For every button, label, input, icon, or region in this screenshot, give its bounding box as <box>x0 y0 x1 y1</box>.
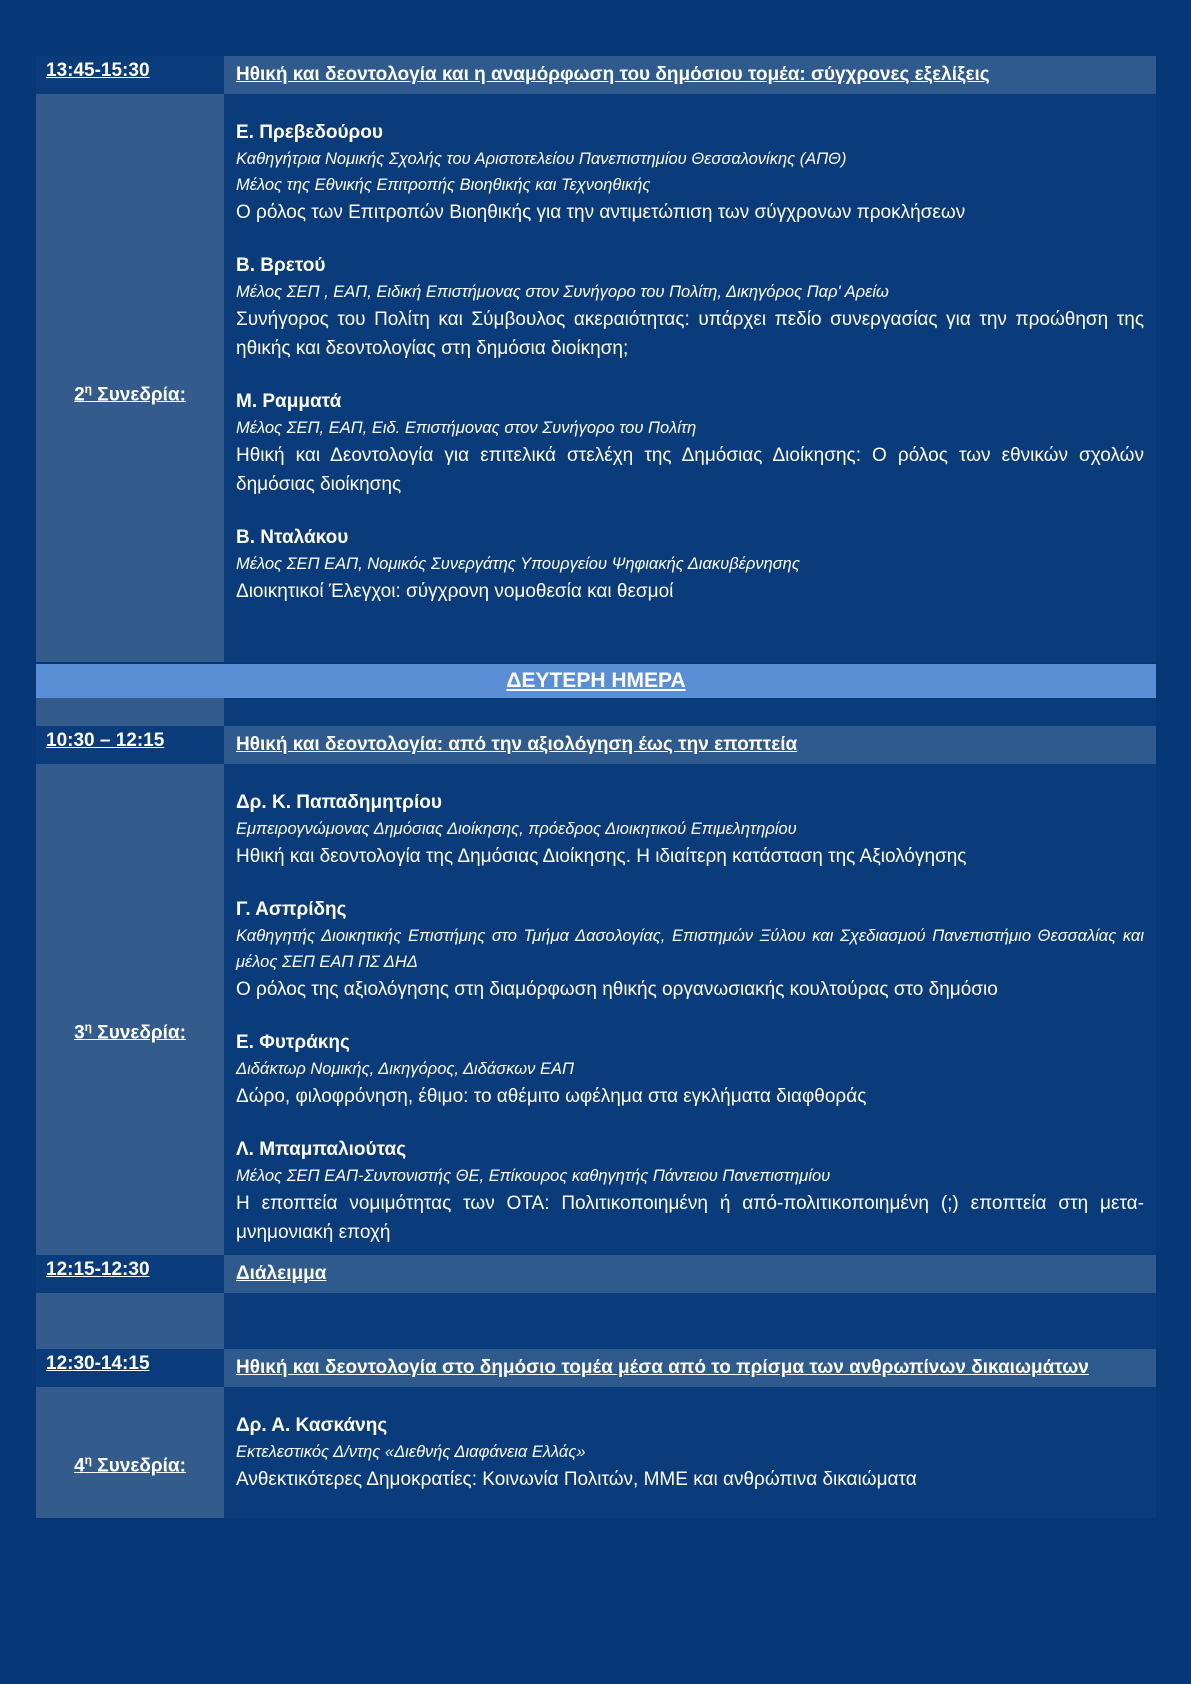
session-title: Ηθική και δεοντολογία στο δημόσιο τομέα μέσα από το πρίσμα των ανθρωπίνων δικαιωμάτων <box>236 1357 1089 1378</box>
day-banner: ΔΕΥΤΕΡΗ ΗΜΕΡΑ <box>36 664 1156 698</box>
break-row <box>36 1255 1156 1293</box>
speaker-name: Ε. Φυτράκης <box>236 1032 350 1053</box>
speaker <box>236 1413 1144 1494</box>
session-label: $3^\eta$ Συνεδρία: <box>74 1020 186 1044</box>
speaker-talk: Συνήγορος του Πολίτη και Σύμβουλος ακεραιότητας: υπάρχει πεδίο συνεργασίας για την προώθηση της ηθικής και δεοντολογίας στη δημόσια διοίκηση; <box>236 309 1144 359</box>
speaker-talk: Ανθεκτικότερες Δημοκρατίες: Κοινωνία Πολιτών, ΜΜΕ και ανθρώπινα δικαιώματα <box>236 1469 917 1490</box>
session-title: Ηθική και δεοντολογία: από την αξιολόγηση έως την εποπτεία <box>236 734 798 755</box>
speaker <box>236 1030 1144 1111</box>
speaker <box>236 897 1144 1004</box>
speaker <box>236 253 1144 363</box>
session-4-body <box>36 1387 1156 1518</box>
programme-page <box>36 56 1156 1518</box>
session-time: 13:45-15:30 <box>46 60 150 81</box>
break-title: Διάλειμμα <box>236 1263 327 1284</box>
speaker <box>236 389 1144 499</box>
speaker-talk: Η εποπτεία νομιμότητας των ΟΤΑ: Πολιτικοποιημένη ή από-πολιτικοποιημένη (;) εποπτεία στη μετα-μνημονιακή εποχή <box>236 1193 1144 1243</box>
speaker-name: Β. Νταλάκου <box>236 527 349 548</box>
session-time: 10:30 – 12:15 <box>46 730 165 751</box>
speaker-role: Εμπειρογνώμονας Δημόσιας Διοίκησης, πρόεδρος Διοικητικού Επιμελητηρίου <box>236 820 797 838</box>
speaker-role: Μέλος ΣΕΠ ΕΑΠ, Νομικός Συνεργάτης Υπουργείου Ψηφιακής Διακυβέρνησης <box>236 555 800 573</box>
speaker-talk: Ηθική και Δεοντολογία για επιτελικά στελέχη της Δημόσιας Διοίκησης: Ο ρόλος των εθνικών σχολών δημόσιας διοίκησης <box>236 445 1144 495</box>
session-3-body <box>36 764 1156 1255</box>
speaker-talk: Ηθική και δεοντολογία της Δημόσιας Διοίκησης. Η ιδιαίτερη κατάσταση της Αξιολόγησης <box>236 846 967 867</box>
speaker-role: Διδάκτωρ Νομικής, Δικηγόρος, Διδάσκων ΕΑΠ <box>236 1060 574 1078</box>
speaker-name: Ε. Πρεβεδούρου <box>236 122 383 143</box>
session-4-header <box>36 1349 1156 1387</box>
speaker-name: Δρ. Κ. Παπαδημητρίου <box>236 792 442 813</box>
speaker-talk: Διοικητικοί Έλεγχοι: σύγχρονη νομοθεσία και θεσμοί <box>236 581 674 602</box>
session-title: Ηθική και δεοντολογία και η αναμόρφωση του δημόσιου τομέα: σύγχρονες εξελίξεις <box>236 64 990 85</box>
speaker-name: Μ. Ραμματά <box>236 391 342 412</box>
speaker-name: Β. Βρετού <box>236 255 326 276</box>
speaker-name: Δρ. Α. Κασκάνης <box>236 1415 388 1436</box>
speaker-role: Μέλος ΣΕΠ ΕΑΠ-Συντονιστής ΘΕ, Επίκουρος καθηγητής Πάντειου Πανεπιστημίου <box>236 1167 831 1185</box>
break-time: 12:15-12:30 <box>46 1259 150 1280</box>
session-label: $4^\eta$ Συνεδρία: <box>74 1453 186 1477</box>
spacer <box>36 1293 1156 1349</box>
speaker-role: Εκτελεστικός Δ/ντης «Διεθνής Διαφάνεια Ελλάς» <box>236 1443 586 1461</box>
speaker <box>236 525 1144 606</box>
speaker <box>236 790 1144 871</box>
speaker <box>236 1137 1144 1247</box>
session-3-header <box>36 726 1156 764</box>
session-time: 12:30-14:15 <box>46 1353 150 1374</box>
speaker-name: Γ. Ασπρίδης <box>236 899 347 920</box>
speaker-role: Μέλος ΣΕΠ , ΕΑΠ, Ειδική Επιστήμονας στον Συνήγορο του Πολίτη, Δικηγόρος Παρ' Αρείω <box>236 283 889 301</box>
speaker <box>236 120 1144 227</box>
speaker-name: Λ. Μπαμπαλιούτας <box>236 1139 407 1160</box>
spacer <box>36 698 1156 726</box>
speaker-role: Καθηγήτρια Νομικής Σχολής του Αριστοτελείου Πανεπιστημίου Θεσσαλονίκης (ΑΠΘ) Μέλος της Εθνικής Επιτροπής Βιοηθικής και Τεχνοηθικής <box>236 150 847 194</box>
speaker-talk: Ο ρόλος των Επιτροπών Βιοηθικής για την αντιμετώπιση των σύγχρονων προκλήσεων <box>236 202 966 223</box>
speaker-role: Καθηγητής Διοικητικής Επιστήμης στο Τμήμα Δασολογίας, Επιστημών Ξύλου και Σχεδιασμού Πανεπιστήμιο Θεσσαλίας και μέλος ΣΕΠ ΕΑΠ ΠΣ ΔΗΔ <box>236 927 1144 971</box>
session-2-body <box>36 94 1156 662</box>
session-label: $2^\eta$ Συνεδρία: <box>74 382 186 406</box>
session-2-header <box>36 56 1156 94</box>
speaker-talk: Δώρο, φιλοφρόνηση, έθιμο: το αθέμιτο ωφέλημα στα εγκλήματα διαφθοράς <box>236 1086 867 1107</box>
speaker-role: Μέλος ΣΕΠ, ΕΑΠ, Ειδ. Επιστήμονας στον Συνήγορο του Πολίτη <box>236 419 697 437</box>
speaker-talk: Ο ρόλος της αξιολόγησης στη διαμόρφωση ηθικής οργανωσιακής κουλτούρας στο δημόσιο <box>236 979 998 1000</box>
